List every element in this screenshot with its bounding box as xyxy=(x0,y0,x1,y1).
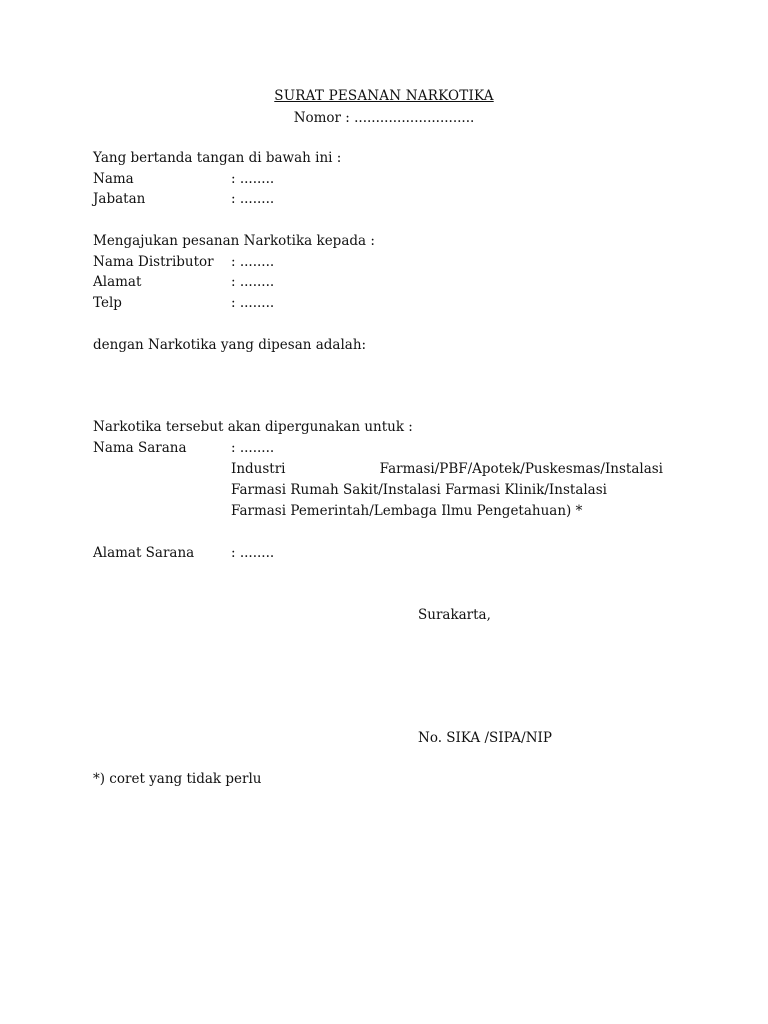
distributor-nama-row xyxy=(93,254,274,270)
distributor-nama-value: : ........ xyxy=(231,254,275,270)
document-number: Nomor : ............................ xyxy=(293,110,475,126)
usage-intro: Narkotika tersebut akan dipergunakan untuk : xyxy=(93,419,413,435)
distributor-telp-label: Telp xyxy=(93,295,122,311)
usage-sarana-row xyxy=(93,440,274,456)
distributor-intro: Mengajukan pesanan Narkotika kepada : xyxy=(93,233,375,249)
signer-nama-row xyxy=(93,171,274,187)
signer-jabatan-label: Jabatan xyxy=(93,191,146,207)
usage-desc-industri: Industri xyxy=(231,461,286,477)
signer-nama-value: : ........ xyxy=(231,171,275,187)
distributor-alamat-row xyxy=(93,274,274,290)
distributor-alamat-label: Alamat xyxy=(93,274,142,290)
signature-id-label: No. SIKA /SIPA/NIP xyxy=(418,730,552,746)
signer-jabatan-value: : ........ xyxy=(231,191,275,207)
document-title: SURAT PESANAN NARKOTIKA xyxy=(274,88,494,104)
signer-nama-label: Nama xyxy=(93,171,134,187)
usage-desc-line-2: Farmasi Rumah Sakit/Instalasi Farmasi Klinik/Instalasi xyxy=(231,482,607,498)
usage-alamat-value: : ........ xyxy=(231,545,275,561)
usage-alamat-row xyxy=(93,545,274,561)
order-intro: dengan Narkotika yang dipesan adalah: xyxy=(93,337,367,353)
usage-sarana-value: : ........ xyxy=(231,440,275,456)
usage-desc-line-1 xyxy=(231,461,663,477)
usage-desc-farmasi: Farmasi/PBF/Apotek/Puskesmas/Instalasi xyxy=(379,461,663,477)
signer-jabatan-row xyxy=(93,191,274,207)
distributor-telp-value: : ........ xyxy=(231,295,275,311)
distributor-alamat-value: : ........ xyxy=(231,274,275,290)
signer-intro: Yang bertanda tangan di bawah ini : xyxy=(93,150,342,166)
distributor-telp-row xyxy=(93,295,274,311)
usage-sarana-label: Nama Sarana xyxy=(93,440,187,456)
distributor-nama-label: Nama Distributor xyxy=(93,254,214,270)
footnote: *) coret yang tidak perlu xyxy=(93,771,262,787)
usage-alamat-label: Alamat Sarana xyxy=(93,545,195,561)
signature-place: Surakarta, xyxy=(418,607,491,623)
usage-desc-line-3: Farmasi Pemerintah/Lembaga Ilmu Pengetahuan) * xyxy=(231,503,583,519)
